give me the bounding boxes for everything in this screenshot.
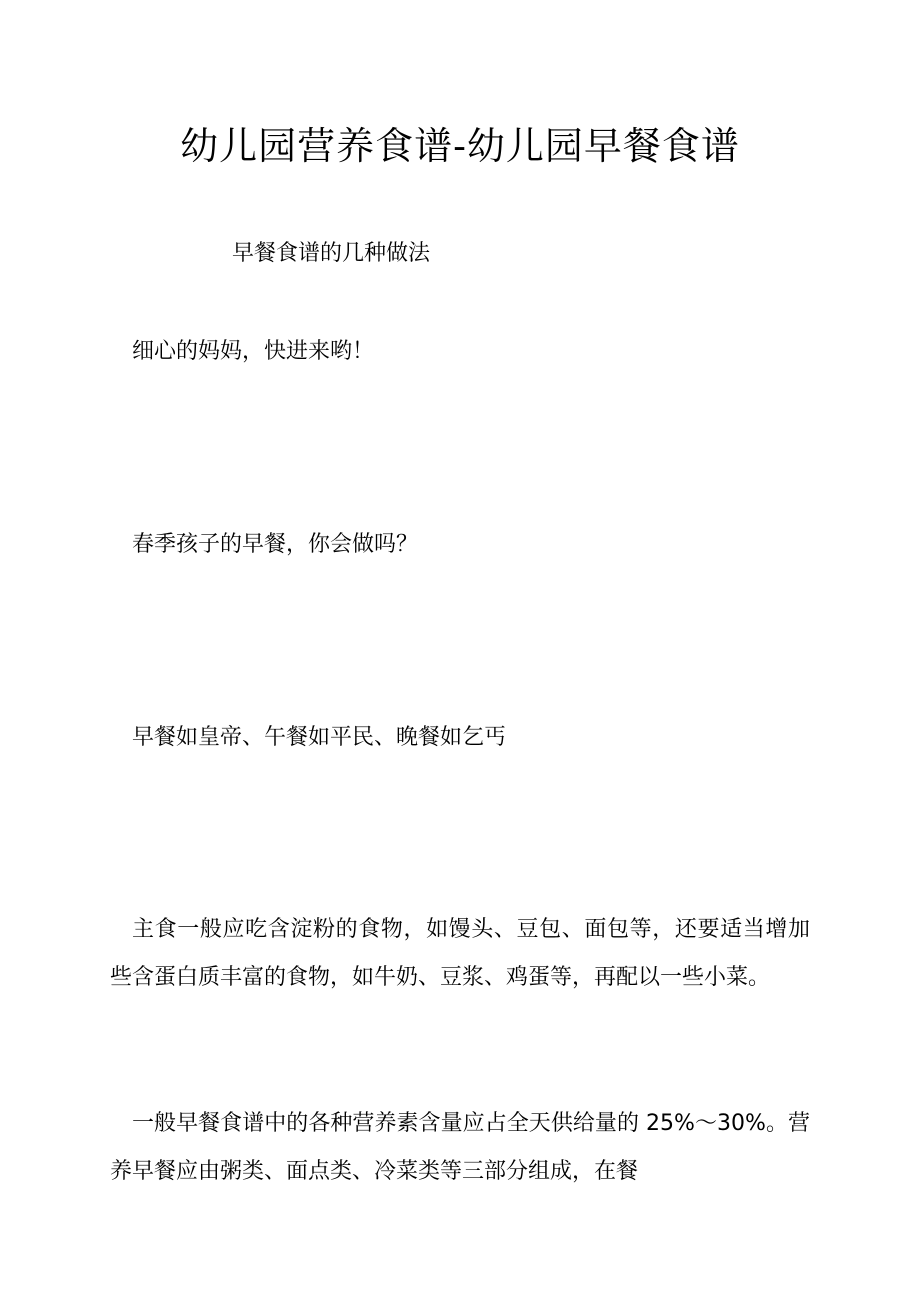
document-subtitle: 早餐食谱的几种做法 (232, 241, 431, 266)
body-paragraph: 主食一般应吃含淀粉的食物，如馒头、豆包、面包等，还要适当增加些含蛋白质丰富的食物，如牛奶、豆浆、鸡蛋等，再配以一些小菜。 (110, 917, 810, 990)
document-title: 幼儿园营养食谱-幼儿园早餐食谱 (180, 124, 740, 168)
text-line: 细心的妈妈，快进来哟！ (132, 339, 375, 364)
text-line: 春季孩子的早餐，你会做吗？ (132, 532, 419, 557)
text-line: 早餐如皇帝、午餐如平民、晚餐如乞丐 (132, 725, 507, 750)
body-paragraph: 一般早餐食谱中的各种营养素含量应占全天供给量的 25%～30%。营养早餐应由粥类、面点类、冷菜类等三部分组成，在餐 (110, 1111, 810, 1184)
